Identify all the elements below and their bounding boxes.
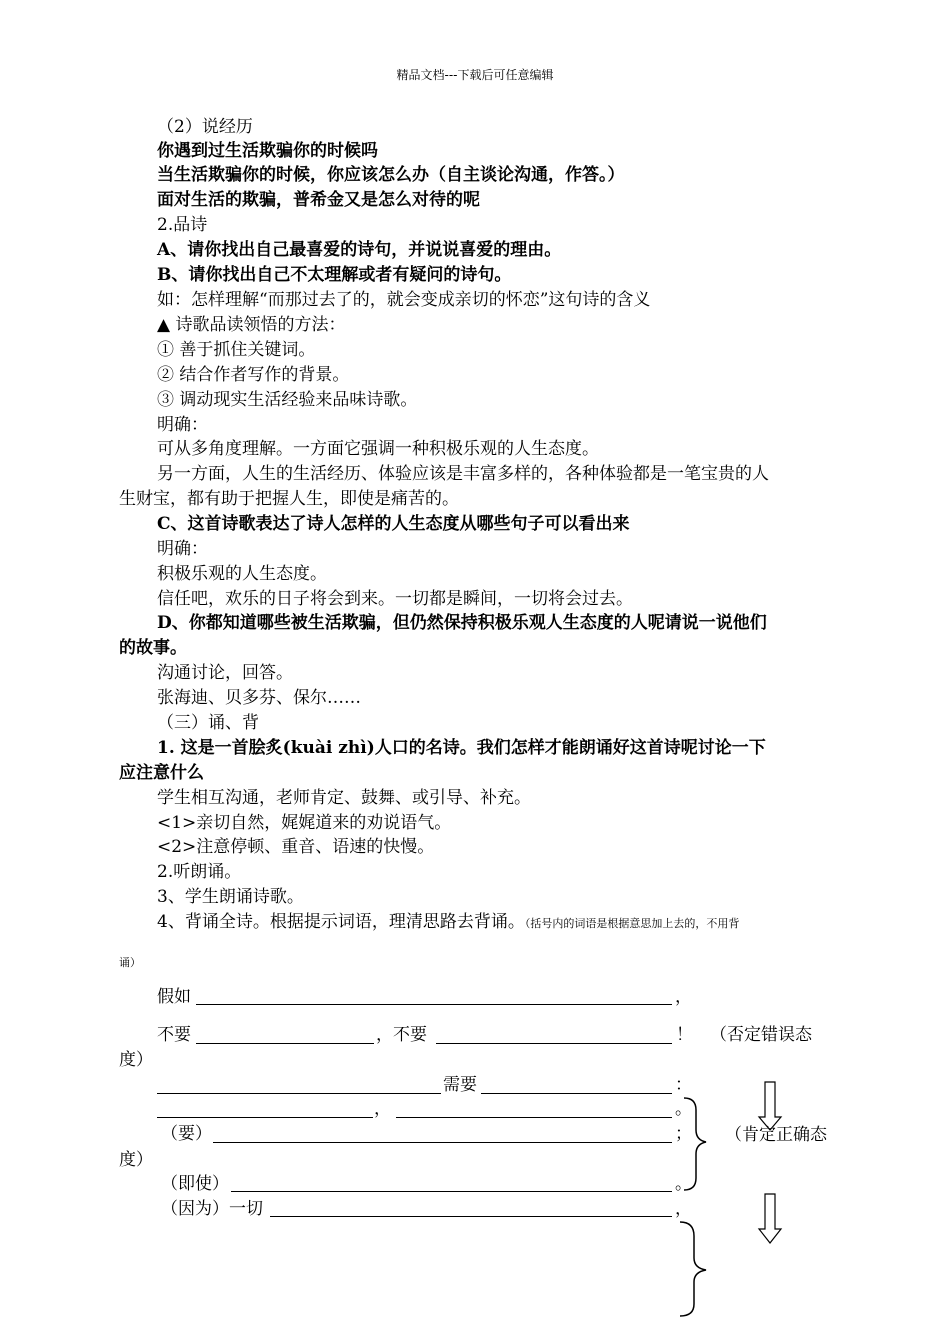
section-heading: 2.品诗 <box>157 215 208 235</box>
brace-icon <box>684 1098 706 1190</box>
method-heading: ▲ 诗歌品读领悟的方法： <box>157 315 346 335</box>
punctuation: 。 <box>675 1099 692 1119</box>
fill-label: 假如 <box>157 987 191 1007</box>
brace-icon <box>680 1222 706 1316</box>
question: A、请你找出自己最喜爱的诗句，并说说喜爱的理由。 <box>157 240 562 260</box>
question: 你遇到过生活欺骗你的时候吗 <box>157 141 378 161</box>
question: 1. 这是一首脍炙(kuài zhì)人口的名诗。我们怎样才能朗诵好这首诗呢讨论一下 <box>157 738 766 758</box>
question: C、这首诗歌表达了诗人怎样的人生态度从哪些句子可以看出来 <box>157 514 630 534</box>
punctuation: ， <box>374 1099 391 1119</box>
paragraph: 张海迪、贝多芬、保尔…… <box>157 688 361 708</box>
annotation: 度） <box>119 1150 153 1170</box>
section-heading: （三）诵、背 <box>157 713 259 733</box>
question: D、你都知道哪些被生活欺骗，但仍然保持积极乐观人生态度的人呢请说一说他们 <box>157 613 767 633</box>
list-item: ① 善于抓住关键词。 <box>157 340 316 360</box>
paragraph: 可从多角度理解。一方面它强调一种积极乐观的人生态度。 <box>157 439 599 459</box>
punctuation: ； <box>675 1124 692 1144</box>
question: 面对生活的欺骗，普希金又是怎么对待的呢 <box>157 190 480 210</box>
fill-label: 不要 <box>157 1025 191 1045</box>
instruction-text: 4、背诵全诗。根据提示词语，理清思路去背诵。 <box>157 912 525 932</box>
punctuation: ！ <box>676 1025 693 1045</box>
paragraph: 另一方面，人生的生活经历、体验应该是丰富多样的，各种体验都是一笔宝贵的人 <box>157 464 769 484</box>
fill-label: 需要 <box>443 1075 477 1095</box>
list-item: 3、学生朗诵诗歌。 <box>157 887 304 907</box>
annotation: （肯定正确态 <box>725 1125 827 1145</box>
punctuation: ， <box>675 987 692 1007</box>
label: 明确： <box>157 539 208 559</box>
paragraph: 如：怎样理解“而那过去了的，就会变成亲切的怀恋”这句诗的含义 <box>157 290 651 310</box>
instruction-note: （括号内的词语是根据意思加上去的，不用背 <box>524 917 740 930</box>
label: 明确： <box>157 415 208 435</box>
page-header: 精品文档---下载后可任意编辑 <box>396 68 554 82</box>
question: 应注意什么 <box>119 763 204 783</box>
annotation: 度） <box>119 1050 153 1070</box>
paragraph: 学生相互沟通，老师肯定、鼓舞、或引导、补充。 <box>157 788 531 808</box>
list-item: ② 结合作者写作的背景。 <box>157 365 350 385</box>
punctuation: ： <box>675 1075 692 1095</box>
fill-label: （要） <box>161 1124 212 1144</box>
punctuation: 。 <box>675 1174 692 1194</box>
down-arrow-icon <box>759 1194 781 1243</box>
fill-label: （即使） <box>161 1174 229 1194</box>
annotation: （否定错误态 <box>710 1025 812 1045</box>
punctuation: ， <box>675 1199 692 1219</box>
question: B、请你找出自己不太理解或者有疑问的诗句。 <box>157 265 512 285</box>
section-heading: （2）说经历 <box>157 117 253 137</box>
paragraph: 生财宝，都有助于把握人生，即使是痛苦的。 <box>119 489 459 509</box>
list-item: <1>亲切自然，娓娓道来的劝说语气。 <box>157 813 452 833</box>
list-item: ③ 调动现实生活经验来品味诗歌。 <box>157 390 418 410</box>
down-arrow-icon <box>759 1082 781 1130</box>
fill-label: （因为）一切 <box>161 1199 263 1219</box>
paragraph: 积极乐观的人生态度。 <box>157 564 327 584</box>
paragraph: 信任吧，欢乐的日子将会到来。一切都是瞬间，一切将会过去。 <box>157 589 633 609</box>
question: 的故事。 <box>119 638 187 658</box>
list-item: 2.听朗诵。 <box>157 862 242 882</box>
question: 当生活欺骗你的时候，你应该怎么办（自主谈论沟通，作答。） <box>157 165 625 185</box>
list-item: <2>注意停顿、重音、语速的快慢。 <box>157 837 435 857</box>
instruction-note: 诵） <box>119 956 141 969</box>
paragraph: 沟通讨论，回答。 <box>157 663 293 683</box>
fill-label: ，不要 <box>376 1025 427 1045</box>
